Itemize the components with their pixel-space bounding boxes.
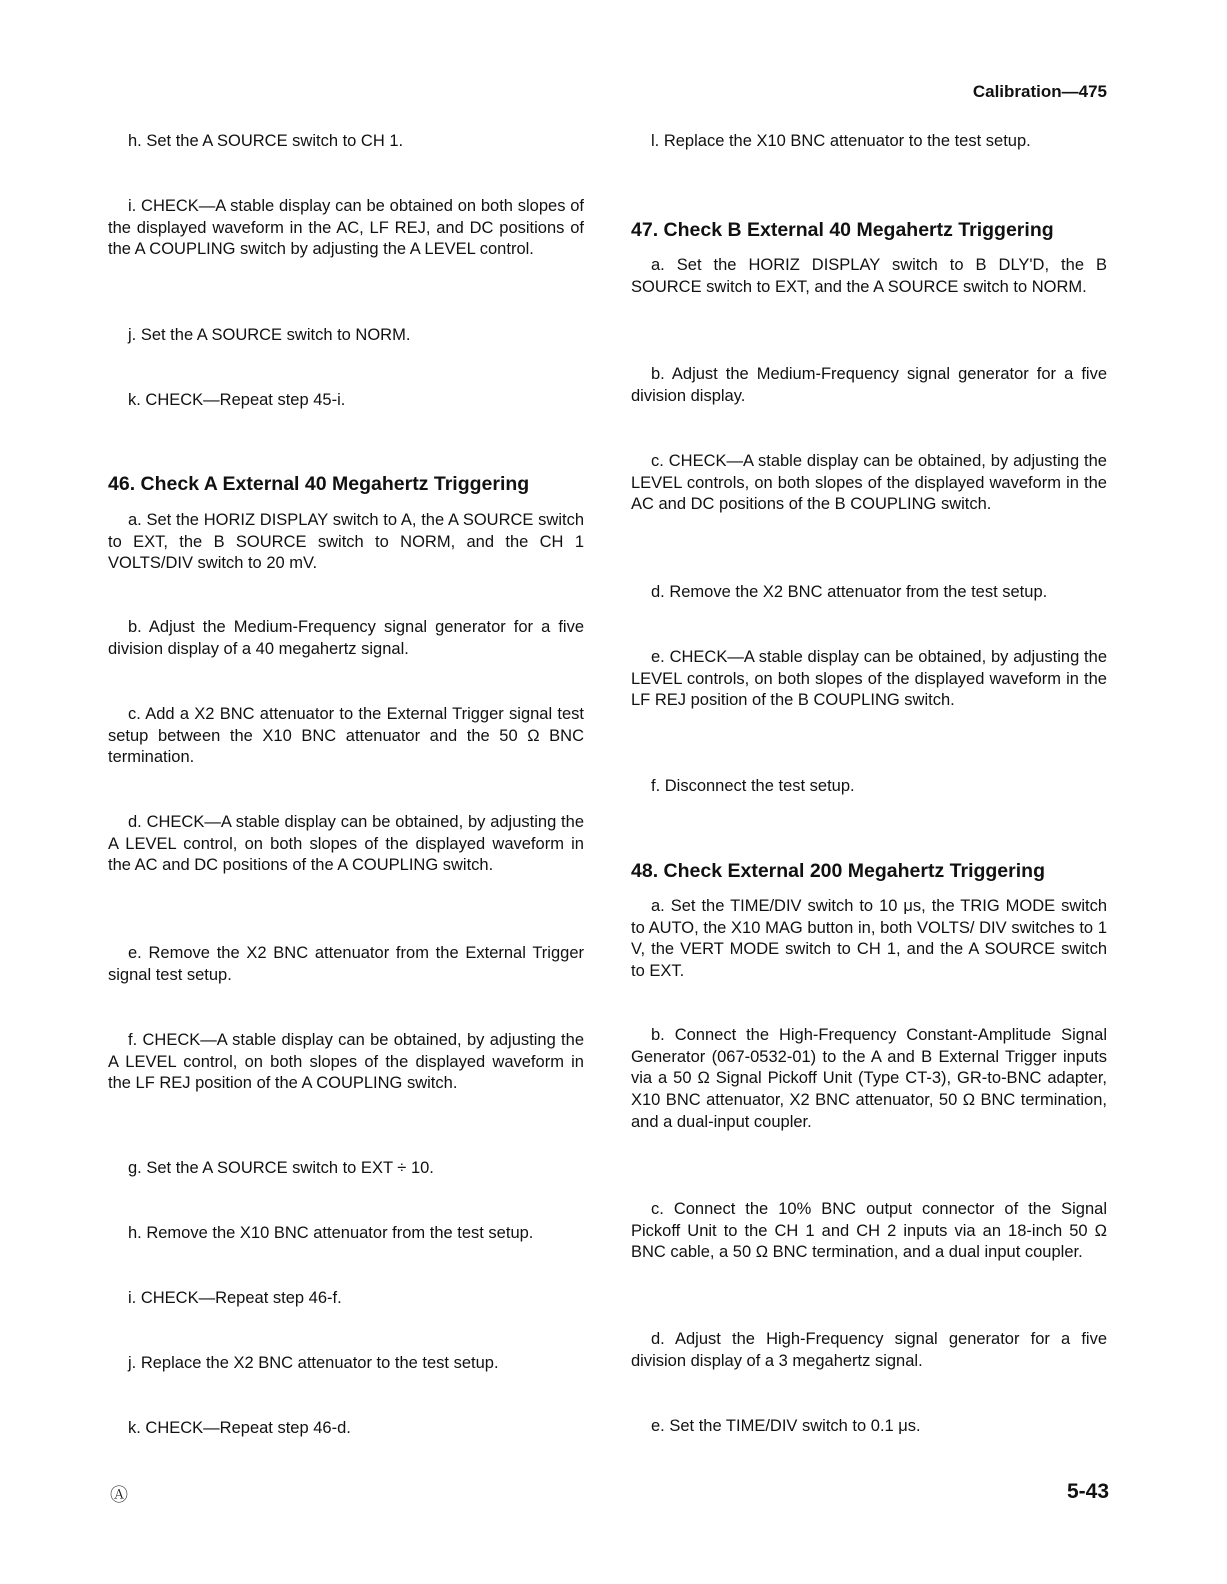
section-46-title: 46. Check A External 40 Megahertz Triggering: [108, 473, 530, 495]
step-45j: j. Set the A SOURCE switch to NORM.: [128, 326, 411, 344]
step-46l: l. Replace the X10 BNC attenuator to the test setup.: [651, 132, 1031, 150]
step-46b: b. Adjust the Medium-Frequency signal generator for a five division display of a 40 megahertz signal.: [108, 618, 584, 658]
section-48-title: 48. Check External 200 Megahertz Triggering: [631, 860, 1045, 882]
step-48b: b. Connect the High-Frequency Constant-Amplitude Signal Generator (067-0532-01) to the A and B External Trigger inputs via a 50 Ω Signal Pickoff Unit (Type CT-3), GR-to-BNC adapter, X10 BNC attenuator, X2 BNC attenuator, 50 Ω BNC termination, and a dual-input coupler.: [631, 1026, 1107, 1131]
step-47f: f. Disconnect the test setup.: [651, 777, 855, 795]
step-47c: c. CHECK—A stable display can be obtained, by adjusting the LEVEL controls, on both slopes of the displayed waveform in the AC and DC positions of the B COUPLING switch.: [631, 452, 1107, 514]
step-48a: a. Set the TIME/DIV switch to 10 μs, the TRIG MODE switch to AUTO, the X10 MAG button in, both VOLTS/ DIV switches to 1 V, the VERT MODE switch to CH 1, and the A SOURCE switch to EXT.: [631, 897, 1107, 981]
step-46e: e. Remove the X2 BNC attenuator from the External Trigger signal test setup.: [108, 944, 584, 984]
step-46g: g. Set the A SOURCE switch to EXT ÷ 10.: [128, 1159, 434, 1177]
step-46d: d. CHECK—A stable display can be obtained, by adjusting the A LEVEL control, on both slopes of the displayed waveform in the AC and DC positions of the A COUPLING switch.: [108, 813, 584, 875]
step-48c: c. Connect the 10% BNC output connector of the Signal Pickoff Unit to the CH 1 and CH 2 inputs via an 18-inch 50 Ω BNC cable, a 50 Ω BNC termination, and a dual input coupler.: [631, 1200, 1107, 1262]
step-46i: i. CHECK—Repeat step 46-f.: [128, 1289, 342, 1307]
running-header: Calibration—475: [972, 82, 1107, 101]
section-47-title: 47. Check B External 40 Megahertz Triggering: [631, 219, 1054, 241]
step-46a: a. Set the HORIZ DISPLAY switch to A, the A SOURCE switch to EXT, the B SOURCE switch to NORM, and the CH 1 VOLTS/DIV switch to 20 mV.: [108, 511, 584, 573]
step-46h: h. Remove the X10 BNC attenuator from the test setup.: [128, 1224, 534, 1242]
step-47e: e. CHECK—A stable display can be obtained, by adjusting the LEVEL controls, on both slopes of the displayed waveform in the LF REJ position of the B COUPLING switch.: [631, 648, 1107, 710]
step-46c: c. Add a X2 BNC attenuator to the External Trigger signal test setup between the X10 BNC attenuator and the 50 Ω BNC termination.: [108, 705, 584, 767]
step-45k: k. CHECK—Repeat step 45-i.: [128, 391, 346, 409]
step-46j: j. Replace the X2 BNC attenuator to the test setup.: [128, 1354, 499, 1372]
step-48d: d. Adjust the High-Frequency signal generator for a five division display of a 3 megahertz signal.: [631, 1330, 1107, 1370]
step-45i: i. CHECK—A stable display can be obtained on both slopes of the displayed waveform in the AC, LF REJ, and DC positions of the A COUPLING switch by adjusting the A LEVEL control.: [108, 197, 584, 259]
step-47b: b. Adjust the Medium-Frequency signal generator for a five division display.: [631, 365, 1107, 405]
step-45h: h. Set the A SOURCE switch to CH 1.: [128, 132, 404, 150]
step-47d: d. Remove the X2 BNC attenuator from the test setup.: [651, 583, 1048, 601]
page-number: 5-43: [1066, 1480, 1109, 1503]
revision-mark: Ⓐ: [110, 1485, 128, 1505]
step-48e: e. Set the TIME/DIV switch to 0.1 μs.: [651, 1417, 921, 1435]
step-46f: f. CHECK—A stable display can be obtained, by adjusting the A LEVEL control, on both slopes of the displayed waveform in the LF REJ position of the A COUPLING switch.: [108, 1031, 584, 1093]
step-46k: k. CHECK—Repeat step 46-d.: [128, 1419, 351, 1437]
step-47a: a. Set the HORIZ DISPLAY switch to B DLY'D, the B SOURCE switch to EXT, and the A SOURCE switch to NORM.: [631, 256, 1107, 296]
